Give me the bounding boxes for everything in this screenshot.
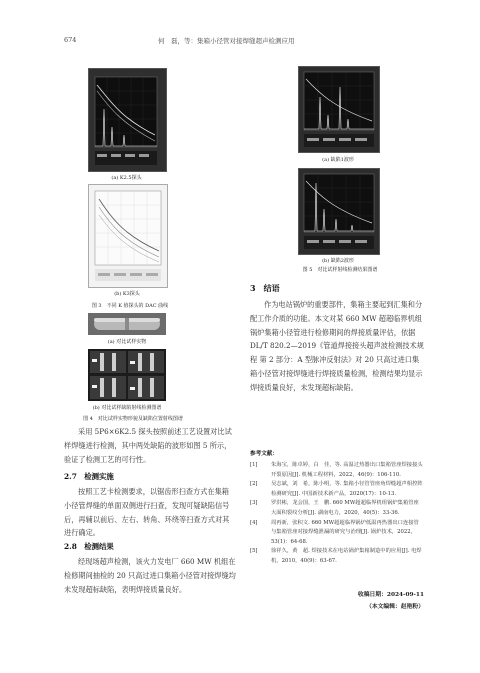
figure-5-caption: 图 5 对比试样射线检测结果图谱 [302,267,378,273]
section-2-7-title: 2.7 检测实施 [64,472,114,481]
reference-number: [1] [250,462,258,468]
received-date: 收稿日期：2024-09-11 [357,592,424,598]
reference-item [250,547,424,566]
reference-number: [2] [250,481,258,488]
reference-number: [5] [250,548,258,555]
reference-item [250,461,424,480]
section-3-title: 3 结语 [250,283,280,293]
figure-4-caption: 图 4 对比试样实物形貌及缺陷位置射线图谱 [83,416,183,422]
section-2-8-title: 2.8 检测结果 [64,542,114,551]
reference-number: [3] [250,500,258,507]
defect-1-waveform [298,66,380,153]
reference-text: 朱海宝，陈卓婷，白 佳，等. 高温过热器出口集箱管座焊接接头开裂原因[J]. 机械工程材料，2022，46(9)：106-110. [271,462,423,478]
figure-5b-label: (b) 缺陷2波形 [322,258,354,264]
references-title: 参考文献： [250,451,278,457]
reference-item [250,480,424,499]
running-title: 何 磊，等：集箱小径管对接焊缝超声检测应用 [158,37,295,45]
radiograph-films [88,349,166,401]
reference-text: 罗洪彬，龙会国，王 鹏. 660 MW超超临界机组锅炉集箱管座大面积裂纹分析[J]. 湖南电力，2020，40(5)：33-36. [271,500,419,516]
figure-3a-label: (a) K2.5探头 [111,175,142,181]
figure-3-caption: 图 3 不同 K 值探头的 DAC 曲线 [91,303,169,309]
figure-5a-label: (a) 缺陷1波形 [322,157,354,163]
pipe-sample-photo [88,313,166,335]
paragraph-inspection: 按照工艺卡检测要求，以锯齿形扫查方式在集箱小径管焊缝的单面双侧进行扫查，发现可疑缺陷信号后，再辅以前后、左右、转角、环绕等扫查方式对其进行确定。 [64,487,230,538]
reference-text: 吴志斌，刘 希，陈小明，等. 集箱小径管管座角焊缝超声相控阵检测研究[J]. 中国新技术新产品，2020(17)：10-13. [271,481,423,497]
reference-item [250,499,424,518]
defect-2-waveform [298,168,380,255]
dac-curve-k3 [88,184,168,288]
page-number: 674 [64,36,77,44]
editor-note: （本文编辑：赵艳粉） [366,604,424,610]
paragraph-verification: 采用 5P6×6K2.5 探头按照前述工艺设置对比试样焊缝进行检测，其中两处缺陷的波形如图 5 所示，验证了检测工艺的可行性。 [64,427,232,464]
figure-3b-label: (b) K3探头 [114,291,140,297]
reference-number: [4] [250,519,258,526]
figure-4a-label: (a) 对比试样实物 [107,339,147,345]
paragraph-results: 经现场超声检测，该火力发电厂 660 MW 机组在检修期间抽检的 20 只高过进口集箱小径管对接焊缝均未发现超标缺陷，表明焊接质量良好。 [64,557,236,594]
reference-text: 徐祥久，黄 超. 焊接技术在电站锅炉集箱制造中的应用[J]. 电焊机，2010，40(9)：63-67. [271,548,422,564]
ultrasonic-screen-k25 [88,68,167,172]
paragraph-conclusion: 作为电站锅炉的重要部件，集箱主要起到汇集和分配工作介质的功能。本文对某 660 MW 超超临界机组锅炉集箱小径管进行检修期间的焊接质量评估，依据 DL/T 820.2—2019《管道焊接接头超声波检测技术规程 第 2 部分：A 型脉冲反射法》对 20 只高过进口集箱小径管对接焊缝进行焊接质量检测，检测结果均显示焊接质量良好，未发现超标缺陷。 [250,300,424,392]
reference-list [250,461,424,567]
reference-text: 周再新，张积文. 660 MW超超临界锅炉低温再热器出口连接管与集箱管座对接焊缝泄漏的研究与治理[J]. 锅炉技术，2022，53(1)：64-68. [271,519,419,545]
reference-item [250,519,424,548]
figure-4b-label: (b) 对比试样缺陷射线检测图谱 [92,405,162,411]
